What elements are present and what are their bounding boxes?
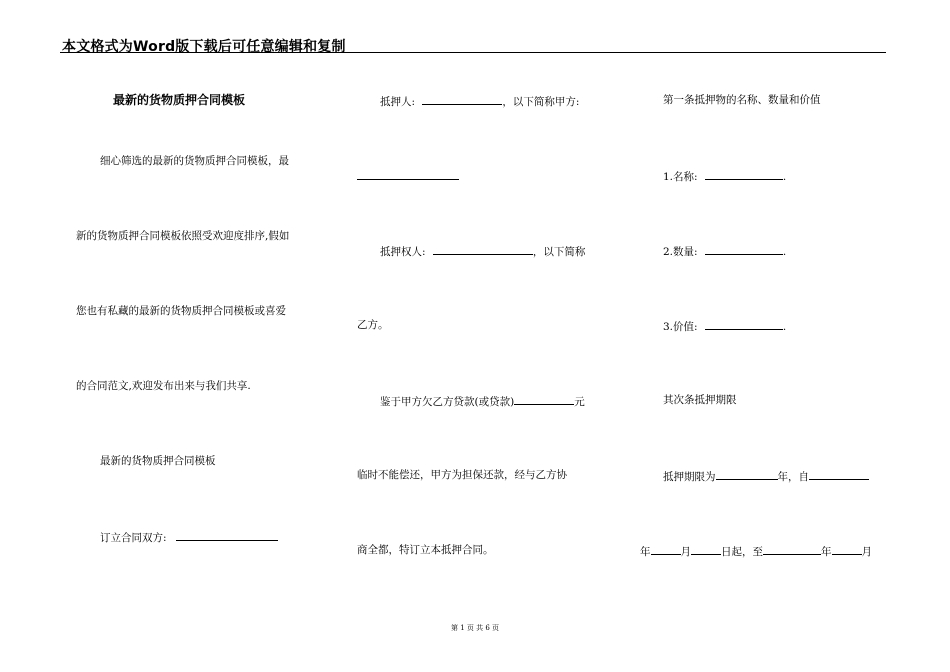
document-header: 本文格式为Word版下载后可任意编辑和复制 <box>62 39 346 55</box>
start-month-blank[interactable] <box>651 543 681 555</box>
document-title: 最新的货物质押合同模板 <box>113 93 246 107</box>
parties-label: 订立合同双方: <box>100 532 167 544</box>
period-line <box>663 468 869 484</box>
end-year-label: 年 <box>821 546 832 558</box>
loan-unit: 元 <box>574 396 585 408</box>
item-qty-label: 2.数量: <box>663 246 698 258</box>
start-day-blank[interactable] <box>691 543 721 555</box>
pledgee-suffix: ，以下简称 <box>532 246 586 258</box>
pledgor-continuation-line <box>357 168 459 184</box>
end-month-label: 月 <box>861 546 872 558</box>
paragraph-line: 细心筛选的最新的货物质押合同模板，最 <box>100 155 289 167</box>
item-name-line <box>663 168 786 184</box>
subtitle-line: 最新的货物质押合同模板 <box>100 455 216 467</box>
parties-blank[interactable] <box>176 529 278 541</box>
parties-line <box>100 529 278 545</box>
party-b-line: 乙方。 <box>357 319 389 331</box>
paragraph-line: 新的货物质押合同模板依照受欢迎度排序,假如 <box>76 230 290 242</box>
pledgor-suffix: ，以下简称甲方: <box>502 96 580 108</box>
article-two-heading: 其次条抵押期限 <box>663 394 737 406</box>
paragraph-line: 临时不能偿还，甲方为担保还款，经与乙方协 <box>357 469 567 481</box>
pledgor-line <box>380 93 579 109</box>
pledgee-label: 抵押权人: <box>380 246 426 258</box>
pledgee-line <box>380 243 585 259</box>
page-number: 第 1 页 共 6 页 <box>450 624 500 632</box>
period-label: 抵押期限为 <box>663 471 716 483</box>
paragraph-line: 您也有私藏的最新的货物质押合同模板或喜爱 <box>76 305 286 317</box>
paragraph-line: 的合同范文,欢迎发布出来与我们共享. <box>76 380 251 392</box>
start-year-label: 年 <box>640 546 651 558</box>
pledgor-label: 抵押人: <box>380 96 416 108</box>
from-label: ，自 <box>788 471 809 483</box>
end-month-blank[interactable] <box>832 543 862 555</box>
item-name-dot: . <box>782 171 787 183</box>
pledgor-blank-2[interactable] <box>357 168 459 180</box>
item-value-label: 3.价值: <box>663 321 698 333</box>
end-year-blank[interactable] <box>763 543 821 555</box>
item-qty-blank[interactable] <box>705 243 783 255</box>
paragraph-line: 商全都，特订立本抵押合同。 <box>357 544 494 556</box>
article-one-heading: 第一条抵押物的名称、数量和价值 <box>663 94 821 106</box>
loan-amount-blank[interactable] <box>514 393 574 405</box>
item-name-blank[interactable] <box>705 168 783 180</box>
item-qty-dot: . <box>782 246 787 258</box>
pledgee-blank[interactable] <box>433 243 533 255</box>
start-day-label: 日起，至 <box>721 546 763 558</box>
year-label: 年 <box>777 471 788 483</box>
period-dates-line <box>640 543 872 559</box>
pledgor-blank[interactable] <box>422 93 502 105</box>
start-month-label: 月 <box>680 546 691 558</box>
loan-line <box>380 393 585 409</box>
loan-prefix: 鉴于甲方欠乙方贷款(或贷款) <box>380 396 515 408</box>
header-divider <box>60 52 886 53</box>
item-value-line <box>663 318 786 334</box>
item-value-dot: . <box>782 321 787 333</box>
start-year-blank[interactable] <box>809 468 869 480</box>
item-qty-line <box>663 243 786 259</box>
item-name-label: 1.名称: <box>663 171 698 183</box>
period-years-blank[interactable] <box>716 468 778 480</box>
item-value-blank[interactable] <box>705 318 783 330</box>
